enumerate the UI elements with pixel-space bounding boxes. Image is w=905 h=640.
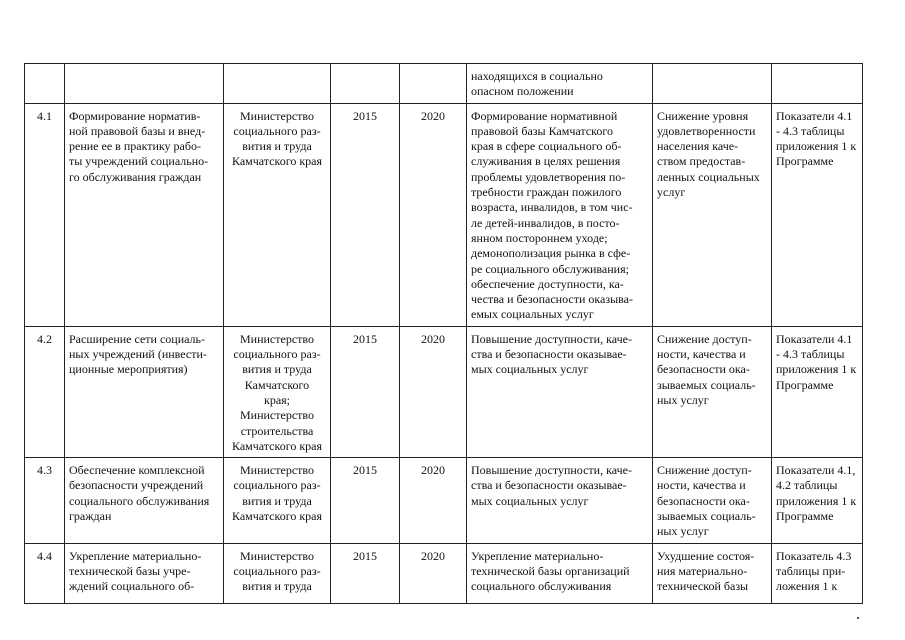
- cell-responsible: [224, 64, 331, 104]
- cell-end-year: [400, 458, 467, 543]
- cell-name: [65, 543, 224, 603]
- indicator-link: Показатели 4.1 - 4.3 таблицы приложения 1 к Программе: [776, 108, 857, 169]
- cell-indicator: [772, 326, 863, 457]
- start-year: 2015: [353, 108, 377, 123]
- responsible-executor: Министерство социального раз- вития и труда: [233, 548, 321, 594]
- cell-consequence: [653, 543, 772, 603]
- row-number: 4.2: [37, 331, 52, 346]
- cell-indicator: [772, 458, 863, 543]
- cell-consequence: [653, 458, 772, 543]
- measure-name: Расширение сети социаль- ных учреждений (инвести- ционные мероприятия): [69, 331, 207, 377]
- cell-start-year: [331, 326, 400, 457]
- expected-result: Повышение доступности, каче- ства и безопасности оказывае- мых социальных услуг: [471, 331, 632, 377]
- non-implementation-consequence: Ухудшение состоя- ния материально- технической базы: [657, 548, 755, 594]
- table-row: [25, 458, 863, 543]
- cell-name: [65, 64, 224, 104]
- cell-consequence: [653, 103, 772, 326]
- cell-start-year: [331, 64, 400, 104]
- cell-start-year: [331, 103, 400, 326]
- cell-name: [65, 103, 224, 326]
- cell-end-year: [400, 103, 467, 326]
- end-year: 2020: [421, 108, 445, 123]
- expected-result: Укрепление материально- технической базы организаций социального обслуживания: [471, 548, 630, 594]
- cell-responsible: [224, 326, 331, 457]
- table-row: [25, 326, 863, 457]
- responsible-executor: Министерство социального раз- вития и труда Камчатского края: [231, 108, 323, 169]
- cell-indicator: [772, 103, 863, 326]
- table-row: [25, 103, 863, 326]
- cell-result: [467, 543, 653, 603]
- cell-name: [65, 326, 224, 457]
- non-implementation-consequence: Снижение доступ- ности, качества и безопасности ока- зываемых социаль- ных услуг: [657, 331, 756, 407]
- cell-consequence: [653, 326, 772, 457]
- start-year: 2015: [353, 331, 377, 346]
- cell-num: [25, 326, 65, 457]
- end-year: 2020: [421, 548, 445, 563]
- indicator-link: Показатели 4.1 - 4.3 таблицы приложения 1 к Программе: [776, 331, 857, 392]
- row-number: 4.4: [37, 548, 52, 563]
- cell-start-year: [331, 458, 400, 543]
- start-year: 2015: [353, 548, 377, 563]
- non-implementation-consequence: Снижение уровня удовлетворенности населения каче- ством предостав- ленных социальных услуг: [657, 108, 760, 200]
- start-year: 2015: [353, 463, 377, 478]
- expected-result: Формирование нормативной правовой базы Камчатского края в сфере социального об- служивания в целях решения проблемы удовлетворения по- требности граждан пожилого возраста, инвалидов, в том чис- ле детей-инвалидов, в посто- янном постороннем уходе; демонополизация рынка в сфе- ре социального обслуживания; обеспечение доступности, ка- чества и безопасности оказыва- емых социальных услуг: [471, 108, 633, 322]
- responsible-executor: Министерство социального раз- вития и труда Камчатского края; Министерство строительства Камчатского края: [231, 331, 323, 453]
- cell-result: [467, 103, 653, 326]
- cell-end-year: [400, 326, 467, 457]
- indicator-link: Показатели 4.1, 4.2 таблицы приложения 1 к Программе: [776, 463, 857, 524]
- row-number: 4.1: [37, 108, 52, 123]
- responsible-executor: Министерство социального раз- вития и труда Камчатского края: [231, 463, 323, 524]
- cell-end-year: [400, 64, 467, 104]
- cell-responsible: [224, 543, 331, 603]
- cell-responsible: [224, 458, 331, 543]
- cell-result: [467, 64, 653, 104]
- cell-indicator: [772, 64, 863, 104]
- cell-num: [25, 103, 65, 326]
- expected-result: Повышение доступности, каче- ства и безопасности оказывае- мых социальных услуг: [471, 463, 632, 508]
- end-year: 2020: [421, 463, 445, 478]
- scan-speck: [857, 617, 859, 619]
- cell-result: [467, 326, 653, 457]
- table-row: [25, 543, 863, 603]
- measures-table: [24, 63, 863, 604]
- cell-indicator: [772, 543, 863, 603]
- cell-num: [25, 543, 65, 603]
- cell-result: [467, 458, 653, 543]
- measure-name: Укрепление материально- технической базы учре- ждений социального об-: [69, 548, 202, 594]
- cell-name: [65, 458, 224, 543]
- cell-consequence: [653, 64, 772, 104]
- non-implementation-consequence: Снижение доступ- ности, качества и безопасности ока- зываемых социаль- ных услуг: [657, 463, 756, 539]
- cell-end-year: [400, 543, 467, 603]
- result-text: находящихся в социально опасном положении: [471, 69, 603, 99]
- end-year: 2020: [421, 331, 445, 346]
- measure-name: Обеспечение комплексной безопасности учреждений социального обслуживания граждан: [69, 463, 210, 524]
- table-row: [25, 64, 863, 104]
- cell-responsible: [224, 103, 331, 326]
- cell-num: [25, 64, 65, 104]
- measure-name: Формирование норматив- ной правовой базы и внед- рение ее в практику рабо- ты учреждений социально- го обслуживания граждан: [69, 108, 209, 184]
- cell-num: [25, 458, 65, 543]
- cell-start-year: [331, 543, 400, 603]
- row-number: 4.3: [37, 463, 52, 478]
- indicator-link: Показатель 4.3 таблицы при- ложения 1 к: [776, 548, 852, 594]
